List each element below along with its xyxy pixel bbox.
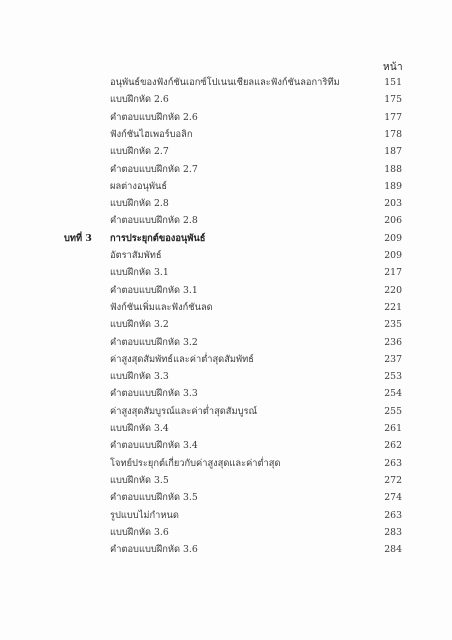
toc-row xyxy=(0,456,452,472)
toc-page-number: 178 xyxy=(384,128,402,140)
toc-entry-title: โจทย์ประยุกต์เกี่ยวกับค่าสูงสุดและค่าต่ำสุด xyxy=(110,457,281,469)
toc-entry-title: แบบฝึกหัด 3.4 xyxy=(110,423,169,434)
toc-row xyxy=(0,542,452,558)
toc-page-number: 203 xyxy=(384,198,402,210)
toc-page-number: 261 xyxy=(384,423,402,434)
toc-page-number: 255 xyxy=(384,405,402,417)
toc-page-number: 209 xyxy=(384,250,402,261)
toc-page-number: 235 xyxy=(384,319,402,331)
toc-entry-title: คำตอบแบบฝึกหัด 2.6 xyxy=(110,111,198,123)
toc-entry-title: อัตราสัมพัทธ์ xyxy=(110,250,162,261)
toc-row xyxy=(0,352,452,368)
toc-row xyxy=(0,162,452,178)
toc-entry-title: รูปแบบไม่กำหนด xyxy=(110,509,179,521)
toc-page-number: 206 xyxy=(384,215,402,227)
toc-page-number: 188 xyxy=(384,163,402,175)
toc-row xyxy=(0,335,452,351)
page-column-header: หน้า xyxy=(383,62,403,73)
toc-entry-title: ผลต่างอนุพันธ์ xyxy=(110,180,168,192)
toc-page-number: 217 xyxy=(384,267,402,279)
toc-row xyxy=(0,438,452,454)
toc-row xyxy=(0,473,452,489)
toc-page-number: 284 xyxy=(384,544,402,556)
toc-entry-title: อนุพันธ์ของฟังก์ชันเอกซ์โปเนนเชียลและฟังก์ชันลอการิทึม xyxy=(110,77,340,88)
toc-row xyxy=(0,490,452,506)
toc-row xyxy=(0,386,452,402)
toc-page-number: 189 xyxy=(384,180,402,192)
toc-row xyxy=(0,144,452,160)
toc-entry-title: คำตอบแบบฝึกหัด 3.6 xyxy=(110,544,198,556)
toc-page-number: 283 xyxy=(384,526,402,538)
toc-row xyxy=(0,508,452,524)
toc-entry-title: คำตอบแบบฝึกหัด 3.2 xyxy=(110,336,198,348)
toc-entry-title: ค่าสูงสุดสัมพัทธ์และค่าต่ำสุดสัมพัทธ์ xyxy=(110,353,254,365)
toc-row xyxy=(0,213,452,229)
toc-chapter-label: บทที่ 3 xyxy=(64,232,92,244)
toc-row xyxy=(0,248,452,264)
toc-chapter-row xyxy=(0,231,452,247)
toc-entry-title: คำตอบแบบฝึกหัด 2.8 xyxy=(110,215,198,227)
toc-entry-title: แบบฝึกหัด 3.6 xyxy=(110,526,169,538)
toc-page-number: 274 xyxy=(384,492,402,504)
toc-entry-title: แบบฝึกหัด 2.7 xyxy=(110,146,169,158)
toc-page-number: 237 xyxy=(384,353,402,365)
toc-page-number: 151 xyxy=(384,77,402,88)
toc-row xyxy=(0,110,452,126)
toc-page-number: 220 xyxy=(384,284,402,296)
toc-entry-title: ฟังก์ชันไฮเพอร์บอลิก xyxy=(110,128,193,140)
toc-page-number: 175 xyxy=(384,94,402,106)
toc-page-number: 209 xyxy=(384,232,402,244)
toc-entry-title: คำตอบแบบฝึกหัด 3.5 xyxy=(110,492,198,504)
toc-row xyxy=(0,525,452,541)
toc-entry-title: คำตอบแบบฝึกหัด 3.4 xyxy=(110,440,198,452)
toc-page-number: 263 xyxy=(384,509,402,521)
toc-page-number: 187 xyxy=(384,146,402,158)
toc-entry-title: ค่าสูงสุดสัมบูรณ์และค่าต่ำสุดสัมบูรณ์ xyxy=(110,405,258,417)
toc-entry-title: แบบฝึกหัด 3.5 xyxy=(110,474,169,486)
toc-page-number: 221 xyxy=(384,301,402,313)
toc-row xyxy=(0,421,452,437)
toc-row xyxy=(0,317,452,333)
toc-row xyxy=(0,127,452,143)
toc-row xyxy=(0,196,452,212)
toc-entry-title: แบบฝึกหัด 3.1 xyxy=(110,267,169,279)
toc-row xyxy=(0,75,452,91)
toc-row xyxy=(0,265,452,281)
toc-page-number: 262 xyxy=(384,440,402,452)
toc-entry-title: ฟังก์ชันเพิ่มและฟังก์ชันลด xyxy=(110,301,213,313)
toc-entry-title: แบบฝึกหัด 2.6 xyxy=(110,94,169,106)
toc-row xyxy=(0,283,452,299)
toc-page-number: 177 xyxy=(384,111,402,123)
toc-entry-title: คำตอบแบบฝึกหัด 3.1 xyxy=(110,284,198,296)
toc-row xyxy=(0,179,452,195)
toc-page-number: 263 xyxy=(384,457,402,469)
toc-entry-title: คำตอบแบบฝึกหัด 3.3 xyxy=(110,388,198,400)
toc-page-number: 272 xyxy=(384,474,402,486)
toc-entry-title: แบบฝึกหัด 3.2 xyxy=(110,319,169,331)
toc-entry-title: แบบฝึกหัด 2.8 xyxy=(110,198,169,210)
toc-page-number: 254 xyxy=(384,388,402,400)
toc-row xyxy=(0,300,452,316)
toc-row xyxy=(0,369,452,385)
toc-entry-title: คำตอบแบบฝึกหัด 2.7 xyxy=(110,163,198,175)
toc-row xyxy=(0,404,452,420)
toc-page-number: 253 xyxy=(384,371,402,383)
toc-row xyxy=(0,92,452,108)
toc-entry-title: การประยุกต์ของอนุพันธ์ xyxy=(110,232,206,244)
toc-entry-title: แบบฝึกหัด 3.3 xyxy=(110,371,169,383)
toc-page-number: 236 xyxy=(384,336,402,348)
